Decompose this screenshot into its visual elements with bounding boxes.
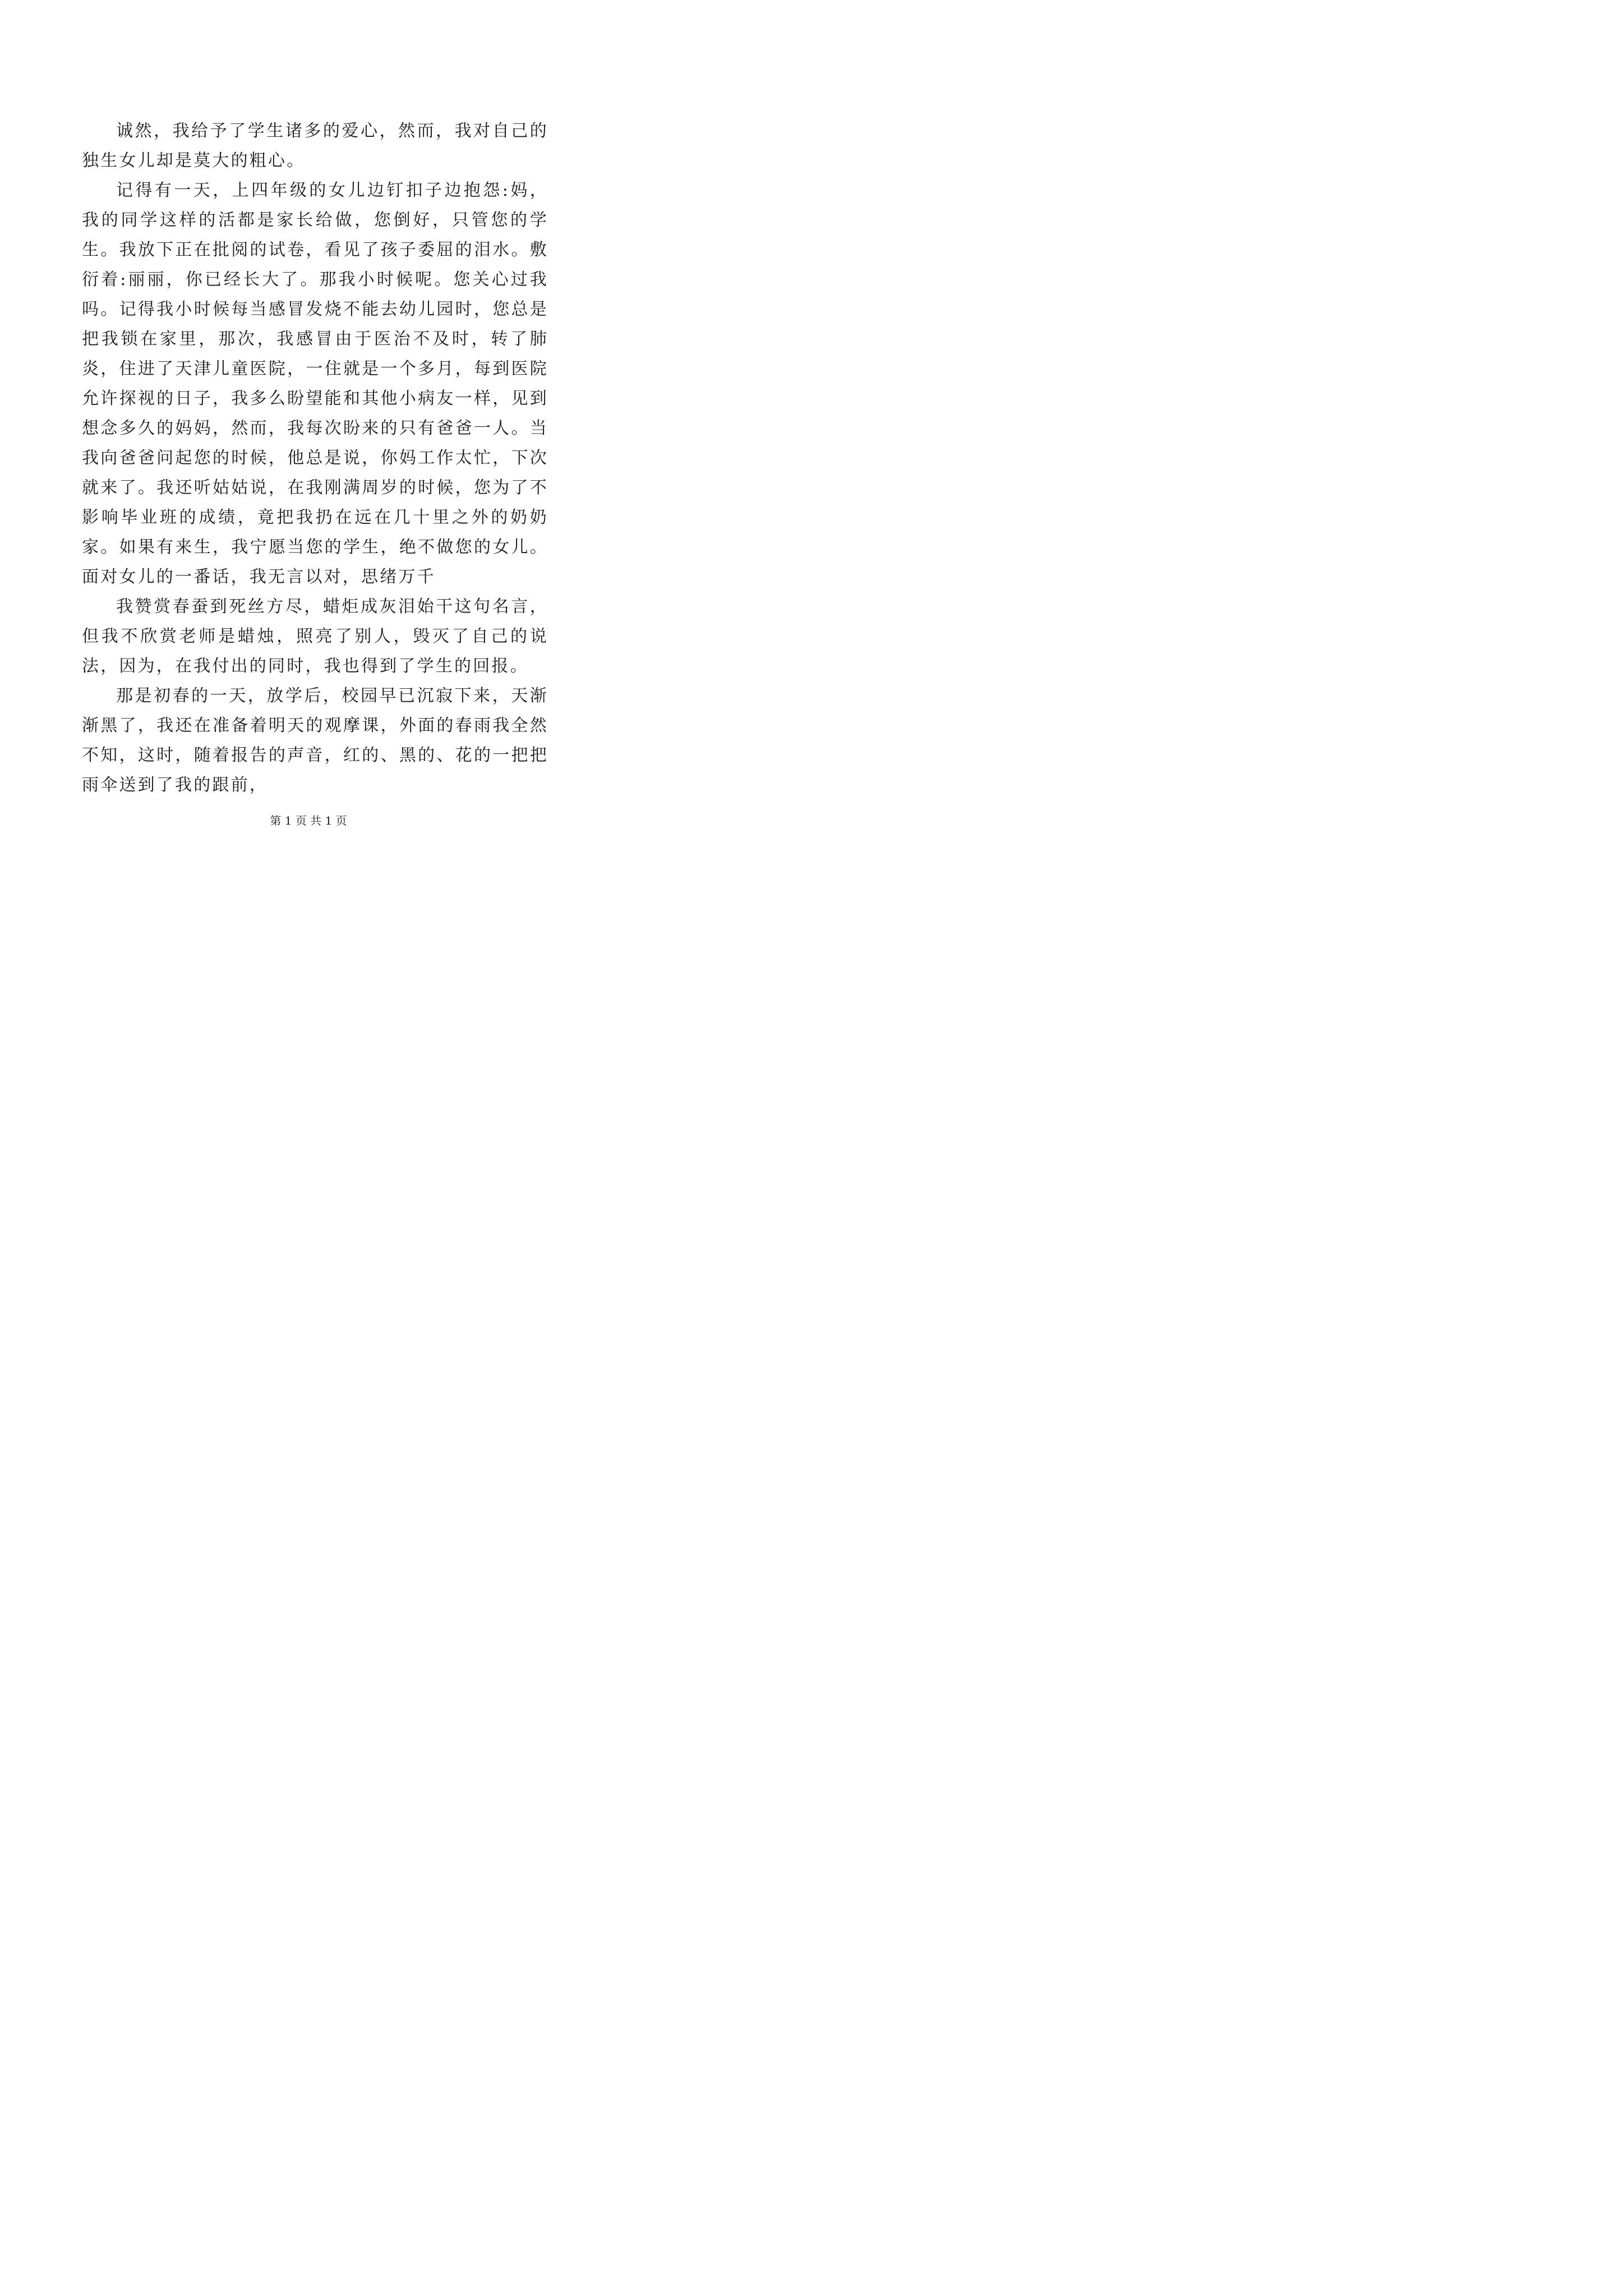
page-footer [0,812,617,828]
paragraph-4: 那是初春的一天，放学后，校园早已沉寂下来，天渐渐黑了，我还在准备着明天的观摩课，外面的春雨我全然不知，这时，随着报告的声音，红的、黑的、花的一把把雨伞送到了我的跟前， [82,686,548,795]
paragraph-1: 诚然，我给予了学生诸多的爱心，然而，我对自己的独生女儿却是莫大的粗心。 [82,121,548,171]
page-number-label: 第 1 页 共 1 页 [270,814,347,827]
document-body [82,116,548,800]
paragraph-3: 我赞赏春蚕到死丝方尽，蜡炬成灰泪始干这句名言，但我不欣赏老师是蜡烛，照亮了别人，毁灭了自己的说法，因为，在我付出的同时，我也得到了学生的回报。 [82,597,548,676]
document-page [0,0,617,873]
paragraph-2: 记得有一天，上四年级的女儿边钉扣子边抱怨:妈，我的同学这样的活都是家长给做，您倒好，只管您的学生。我放下正在批阅的试卷，看见了孩子委屈的泪水。敷衍着:丽丽，你已经长大了。那我小时候呢。您关心过我吗。记得我小时候每当感冒发烧不能去幼儿园时，您总是把我锁在家里，那次，我感冒由于医治不及时，转了肺炎，住进了天津儿童医院，一住就是一个多月，每到医院允许探视的日子，我多么盼望能和其他小病友一样，见到想念多久的妈妈，然而，我每次盼来的只有爸爸一人。当我向爸爸问起您的时候，他总是说，你妈工作太忙，下次就来了。我还听姑姑说，在我刚满周岁的时候，您为了不影响毕业班的成绩，竟把我扔在远在几十里之外的奶奶家。如果有来生，我宁愿当您的学生，绝不做您的女儿。面对女儿的一番话，我无言以对，思绪万千 [82,181,548,587]
